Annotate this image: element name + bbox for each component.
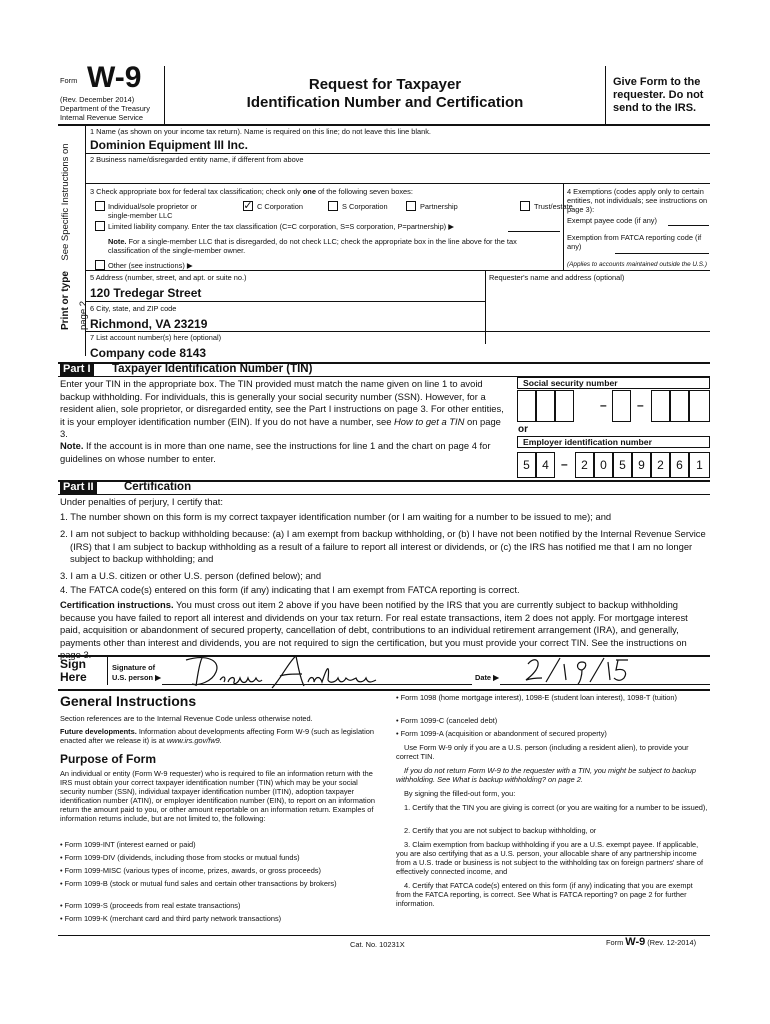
city-field[interactable]: Richmond, VA 23219 [90,317,208,331]
left-bullet: • Form 1099-INT (interest earned or paid) [60,840,380,849]
ssn-digit-7[interactable] [670,390,689,422]
revision: (Rev. December 2014) [60,95,135,104]
llc-note: Note. For a single-member LLC that is disregarded, do not check LLC; check the appropriate box in the line above for the tax classification of the single-member owner. [108,237,517,255]
ein-digit-9[interactable]: 1 [689,452,710,478]
cert-item-1: 1. The number shown on this form is my correct taxpayer identification number (or I am waiting for a number to be issued to me); and [60,511,612,522]
ssn-digit-2[interactable] [536,390,555,422]
signature-field[interactable] [176,652,386,692]
ssn-digit-8[interactable] [689,390,710,422]
general-p1: Section references are to the Internal Revenue Code unless otherwise noted. [60,714,313,723]
left-bullet: • Form 1099-MISC (various types of income, prizes, awards, or gross proceeds) [60,866,380,875]
partnership-checkbox[interactable] [406,201,416,211]
s-corp-checkbox[interactable] [328,201,338,211]
purpose-text: An individual or entity (Form W-9 requester) who is required to file an information return with the IRS must obtain your correct taxpayer identification number (TIN) which may be your social security number (SSN), individual taxpayer identification number (ITIN), adoption taxpayer identification number (ATIN), or employer identification number (EIN), to report on an information return the amount paid to you, or other amount reportable on an information return. Examples of information returns include, but are not limited to, the following: [60,769,375,823]
ein-digit-7[interactable]: 2 [651,452,670,478]
exempt-payee-label: Exempt payee code (if any) [567,216,657,225]
trust-label: Trust/estate [534,202,573,211]
c-corp-label: C Corporation [257,202,304,211]
left-bullet: • Form 1099-DIV (dividends, including those from stocks or mutual funds) [60,853,380,862]
ssn-digit-1[interactable] [517,390,536,422]
footer-form: Form W-9 (Rev. 12-2014) [606,936,697,948]
ein-dash: – [561,457,568,471]
check-mark-icon: ✓ [243,200,253,212]
line1-label: 1 Name (as shown on your income tax return). Name is required on this line; do not leave this line blank. [90,127,431,136]
ein-digit-8[interactable]: 6 [670,452,689,478]
part1-tag: Part I [60,362,94,376]
llc-checkbox[interactable] [95,221,105,231]
ein-digit-6[interactable]: 9 [632,452,651,478]
give-form-1: Give Form to the [613,76,701,88]
name-field[interactable]: Dominion Equipment III Inc. [90,138,248,152]
line7-label: 7 List account number(s) here (optional) [90,333,222,342]
ein-digit-3[interactable]: 2 [575,452,594,478]
other-checkbox[interactable] [95,260,105,270]
other-label: Other (see instructions) ▶ [108,261,193,270]
cert-instructions: Certification instructions. You must cross out item 2 above if you have been notified by the IRS that you are currently subject to backup withholding because you have failed to report all interest and dividends on your tax return. For real estate transactions, item 2 does not apply. For mortgage interest paid, acquisition or abandonment of secured property, cancellation of debt, contributions to an individual retirement arrangement (IRA), and generally, payments other than interest and dividends, you are not required to sign the certification, but you must provide your correct TIN. See the instructions on page 3. [60,599,688,660]
left-bullet: • Form 1099-S (proceeds from real estate transactions) [60,901,380,910]
date-field[interactable] [520,654,640,686]
department: Department of the Treasury [60,104,150,113]
individual-checkbox[interactable] [95,201,105,211]
right-bullet: • Form 1099-A (acquisition or abandonment of secured property) [396,729,708,738]
left-bullet: • Form 1099-K (merchant card and third party network transactions) [60,914,380,923]
individual-label: Individual/sole proprietor or [108,202,198,211]
ssn-digit-6[interactable] [651,390,670,422]
future-developments: Future developments. Information about developments affecting Form W-9 (such as legislation enacted after we release it) is at www.irs.gov/fw9. [60,727,374,745]
right-para-5: 2. Certify that you are not subject to backup withholding, or [404,826,597,835]
agency: Internal Revenue Service [60,113,143,122]
date-label: Date ▶ [475,673,499,682]
part2-title: Certification [124,481,192,493]
signature-label-1: Signature of [112,663,156,672]
catalog-number: Cat. No. 10231X [350,940,405,949]
address-field[interactable]: 120 Tredegar Street [90,286,202,300]
part2-tag: Part II [60,480,97,494]
line5-label: 5 Address (number, street, and apt. or suite no.) [90,273,247,282]
ssn-digit-4[interactable] [612,390,631,422]
s-corp-label: S Corporation [342,202,388,211]
ein-digit-2[interactable]: 4 [536,452,555,478]
ein-digit-5[interactable]: 5 [613,452,632,478]
right-para-1: Use Form W-9 only if you are a U.S. person (including a resident alien), to provide your correct TIN. [396,743,689,761]
form-label: Form [60,76,78,85]
left-bullet: • Form 1099-B (stock or mutual fund sales and certain other transactions by brokers) [60,879,380,888]
ssn-label: Social security number [517,377,710,389]
form-number: W-9 [87,61,142,94]
ein-label: Employer identification number [517,436,710,448]
part1-title: Taxpayer Identification Number (TIN) [112,363,313,375]
ssn-digit-3[interactable] [555,390,574,422]
cert-item-3: 3. I am a U.S. citizen or other U.S. person (defined below); and [60,570,322,581]
line3-label: 3 Check appropriate box for federal tax classification; check only one of the following seven boxes: [90,187,413,196]
part1-instructions: Enter your TIN in the appropriate box. The TIN provided must match the name given on line 1 to avoid backup withholding. For individuals, this is generally your social security number (SSN). However, for a resident alien, sole proprietor, or disregarded entity, see the Part I instructions on page 3. For other entities, it is your employer identification number (EIN). If you do not have a number, see How to get a TIN on page 3. [60,378,504,439]
fatca-label: Exemption from FATCA reporting code (if any) [567,233,702,251]
line6-label: 6 City, state, and ZIP code [90,304,177,313]
individual-label-2: single-member LLC [108,211,173,220]
form-title-2: Identification Number and Certification [246,94,524,111]
ein-digit-1[interactable]: 5 [517,452,536,478]
handwritten-signature-image [176,652,386,692]
give-form-3: send to the IRS. [613,102,697,114]
ein-digit-4[interactable]: 0 [594,452,613,478]
right-para-4: 1. Certify that the TIN you are giving is correct (or you are waiting for a number to be issued), [404,803,708,812]
right-para-7: 4. Certify that FATCA code(s) entered on this form (if any) indicating that you are exempt from the FATCA reporting, is correct. See What is FATCA reporting? on page 2 for further information. [396,881,693,908]
requester-label: Requester's name and address (optional) [489,273,625,282]
account-field[interactable]: Company code 8143 [90,346,207,360]
purpose-title: Purpose of Form [60,752,157,766]
cert-intro: Under penalties of perjury, I certify that: [60,496,223,507]
ssn-dash-2: – [637,398,644,412]
see-specific: See Specific Instructions on page 2. [60,143,89,330]
print-or-type: Print or type [60,271,71,330]
llc-label: Limited liability company. Enter the tax classification (C=C corporation, S=S corporation, P=partnership) ▶ [108,222,454,231]
or-label: or [518,424,528,435]
right-para-6: 3. Claim exemption from backup withholding if you are a U.S. exempt payee. If applicable, you are also certifying that as a U.S. person, your allocable share of any partnership income from a U.S. trade or business is not subject to the withholding tax on foreign partners' share of effectively connected income, and [396,840,704,876]
right-bullet: • Form 1098 (home mortgage interest), 1098-E (student loan interest), 1098-T (tuition) [396,693,708,702]
ssn-dash-1: – [600,398,607,412]
handwritten-date-image [520,654,640,686]
cert-item-4: 4. The FATCA code(s) entered on this form (if any) indicating that I am exempt from FATCA reporting is correct. [60,584,520,595]
form-title-1: Request for Taxpayer [308,76,462,93]
part1-note: Note. If the account is in more than one name, see the instructions for line 1 and the chart on page 4 for guidelines on whose number to enter. [60,440,491,464]
partnership-label: Partnership [420,202,458,211]
right-bullet: • Form 1099-C (canceled debt) [396,716,708,725]
line2-label: 2 Business name/disregarded entity name, if different from above [90,155,304,164]
right-para-3: By signing the filled-out form, you: [404,789,516,798]
sign-label: Sign [60,657,86,671]
signature-label-2: U.S. person ▶ [112,673,161,682]
trust-checkbox[interactable] [520,201,530,211]
here-label: Here [60,670,87,684]
exemptions-title: 4 Exemptions (codes apply only to certain entities, not individuals; see instructions on page 3): [567,187,708,214]
general-title: General Instructions [60,693,197,709]
give-form-2: requester. Do not [613,89,704,101]
right-para-2: If you do not return Form W-9 to the requester with a TIN, you might be subject to backup withholding. See What is backup withholding? on page 2. [396,766,696,784]
fatca-note: (Applies to accounts maintained outside the U.S.) [567,261,707,268]
cert-item-2: 2. I am not subject to backup withholding because: (a) I am exempt from backup withholding, or (b) I have not been notified by the Internal Revenue Service (IRS) that I am subject to backup withholding as a result of a failure to report all interest or dividends, or (c) the IRS has notified me that I am no longer subject to backup withholding; and [60,528,706,564]
